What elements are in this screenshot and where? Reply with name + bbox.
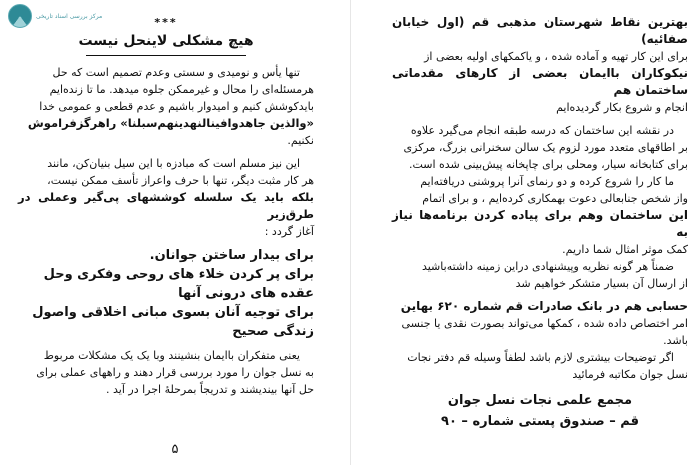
paragraph-line: هرمسئله‌ای را محال و غیرممکن جلوه میدهد. ما تا زنده‌ایم <box>49 83 314 96</box>
paragraph-line: ضمناً هر گونه نظریه وپیشنهادی دراین زمینه داشته‌باشید <box>421 260 674 273</box>
paragraph-line: بلکه باید یک سلسله کوششهای پی‌گیر وعملی در طرق‌زیر <box>18 190 314 221</box>
organization-name: مجمع علمی نجات نسل جوان <box>447 393 633 408</box>
heading-underline <box>86 55 246 56</box>
bullet-line: برای پر کردن خلاء های روحی وفکری وحل <box>43 267 314 282</box>
bullet-line: زندگی صحیح <box>232 324 314 339</box>
paragraph-line: باشد. <box>663 334 688 347</box>
paragraph-line: آغاز گردد : <box>264 225 314 238</box>
paragraph-line: برای این کار تهیه و آماده شده ، و یاکمکهای اولیه بعضی از <box>424 50 688 63</box>
paragraph-line: انجام و شروع بکار گردیده‌ایم <box>556 101 688 114</box>
paragraph-line: یعنی متفکران باایمان بنشینند وبا یک یک مشکلات مربوط <box>43 349 300 362</box>
paragraph-line: نکنیم. <box>287 134 314 147</box>
paragraph-line: تنها یأس و نومیدی و سستی وعدم تصمیم است که حل <box>52 66 300 79</box>
bullet-line: عقده های درونی آنها <box>178 286 314 301</box>
paragraph-line: کمک موثر امثال شما داریم. <box>562 243 688 256</box>
section-stars: *** <box>154 16 178 29</box>
right-page <box>356 0 700 465</box>
page-heading: هیچ مشکلی لاینحل نیست <box>78 33 254 49</box>
paragraph-line: ما کار را شروع کرده و دو رنمای آنرا پروشنی دریافته‌ایم <box>420 175 674 188</box>
paragraph-line: بایدکوشش کنیم و امیدوار باشیم و عدم قطعی و عمومی خدا <box>39 100 314 113</box>
paragraph-line: این نیز مسلم است که مبادزه با این سیل بنیان‌کن، مانند <box>47 157 300 170</box>
paragraph-line: اگر توضیحات بیشتری لازم باشد لطفاً وسیله قم دفتر نجات <box>407 351 674 364</box>
paragraph-line: این ساختمان وهم برای پیاده کردن برنامه‌ها نیاز به <box>392 208 688 239</box>
paragraph-line: حل آنها بیندیشند و تدریجاً بمرحلهٔ اجرا در آید . <box>106 383 314 396</box>
quran-quote: «والذین جاهدوافینالنهدینهم‌سبلنا» راهرگزفراموش <box>27 116 314 130</box>
paragraph-line: بهترین نقاط شهرستان مذهبی قم (اول خیابان صفائیه) <box>392 15 688 46</box>
paragraph-line: برای کتابخانه سیار، ومحلی برای چاپخانه پیش‌بینی شده است. <box>408 158 688 171</box>
paragraph-line: به نسل جوان را مورد بررسی قرار دهند و راههای عملی برای <box>36 366 314 379</box>
bullet-line: برای بیدار ساختن جوانان. <box>149 248 314 263</box>
paragraph-line: هر کار مثبت دیگر، تنها با حرف واعراز تأسف ممکن نیست، <box>47 174 314 187</box>
paragraph-line: از ارسال آن بسیار متشکر خواهیم شد <box>515 277 688 290</box>
logo-text: مرکز بررسی اسناد تاریخی <box>36 12 103 20</box>
signature-block <box>392 391 688 433</box>
paragraph-line: نسل جوان مکاتبه فرمائید <box>572 368 688 381</box>
paragraph-line: بر اطاقهای متعدد مورد لزوم یک سالن سخنرانی بزرگ، مرکزی <box>403 141 688 154</box>
bank-account-line: حسابی هم در بانک صادرات قم شماره ۶۲۰ بهاین <box>400 299 688 313</box>
page-gutter <box>350 0 351 465</box>
bullet-line: برای توجیه آنان بسوی مبانی اخلاقی واصول <box>32 305 314 320</box>
paragraph-line: در نقشه این ساختمان که درسه طبقه انجام می‌گیرد علاوه <box>410 124 674 137</box>
paragraph-line: نیکوکاران باایمان بعضی از کارهای مقدماتی ساختمان هم <box>392 66 688 97</box>
paragraph-line: واز شخص جنابعالی دعوت بهمکاری کرده‌ایم ، و برای اتمام <box>422 192 688 205</box>
paragraph-line: امر اختصاص داده شده ، کمکها می‌تواند بصورت نقدی یا جنسی <box>401 317 688 330</box>
page-number: ۵ <box>171 442 179 457</box>
postal-box: قم – صندوق پستی شماره – ۹۰ <box>441 414 639 429</box>
